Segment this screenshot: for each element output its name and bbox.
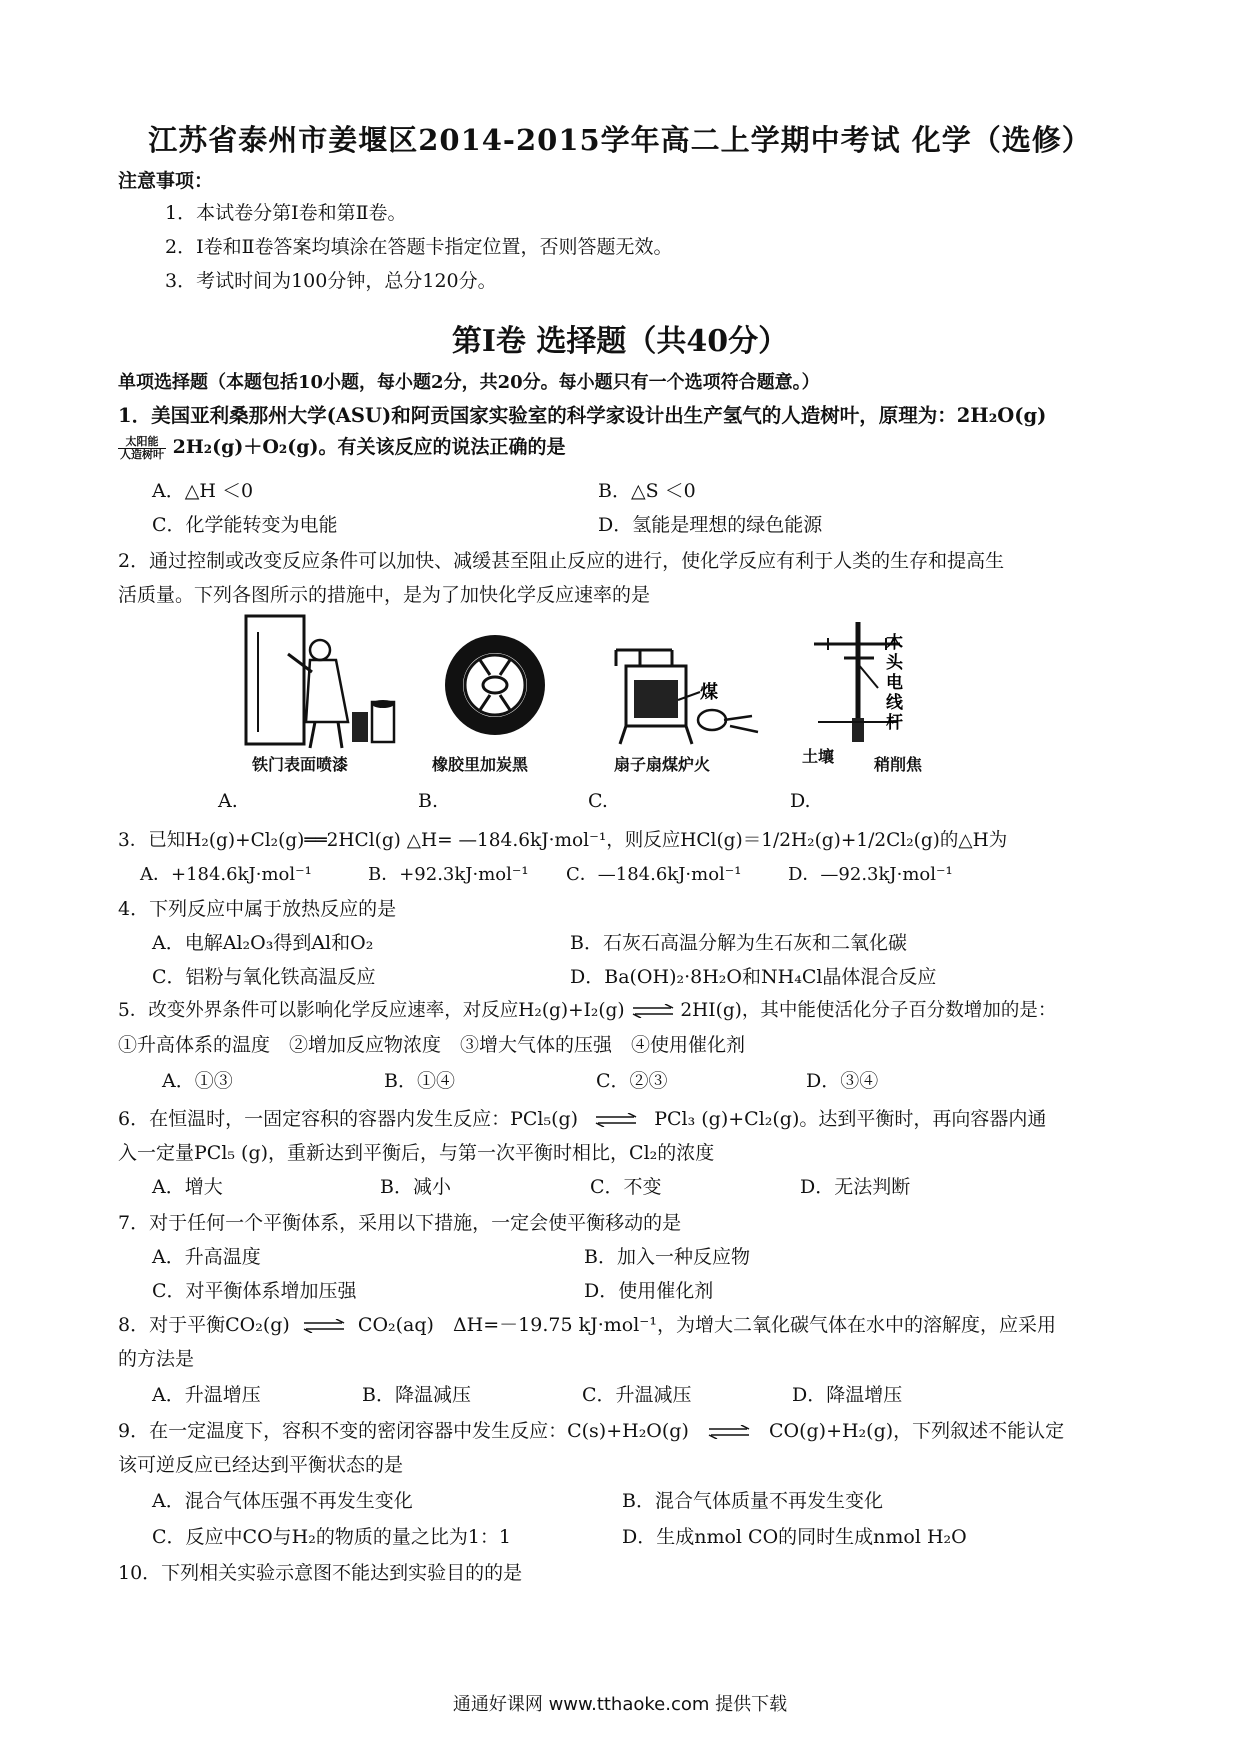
equilibrium-arrow-icon [594,1113,638,1127]
q2-caption-a: 铁门表面喷漆 [252,755,349,774]
q8-option-b[interactable]: B．降温减压 [362,1384,471,1406]
q8-stem-a2: CO₂(aq) ΔH=－19.75 kJ·mol⁻¹，为增大二氧化碳气体在水中的溶解度，应采用 [357,1314,1056,1336]
q6-stem-a-line [118,1104,1046,1131]
q1-stem-b: 2H₂(g)＋O₂(g)。有关该反应的说法正确的是 [172,436,566,458]
q5-option-d[interactable]: D．③④ [806,1070,879,1092]
q2-caption-c: 扇子扇煤炉火 [614,755,711,774]
section-title: 第Ⅰ卷 选择题（共40分） [451,324,789,359]
q2-fig-pole-char-4: 线 [886,693,903,713]
q7-option-c[interactable]: C．对平衡体系增加压强 [152,1280,357,1302]
q1-stem-a: 1．美国亚利桑那州大学(ASU)和阿贡国家实验室的科学家设计出生产氢气的人造树叶，原理为：2H₂O(g) [118,404,1047,427]
q2-caption-b: 橡胶里加炭黑 [432,755,529,774]
q5-option-a[interactable]: A．①③ [162,1070,233,1092]
q6-stem-b: 入一定量PCl₅ (g)，重新达到平衡后，与第一次平衡时相比，Cl₂的浓度 [118,1142,715,1164]
q5-stem-a: 5．改变外界条件可以影响化学反应速率，对反应H₂(g)+I₂(g) [118,1000,625,1021]
section-instructions: 单项选择题（本题包括10小题，每小题2分，共20分。每小题只有一个选项符合题意。） [118,372,820,393]
q3-option-d[interactable]: D．—92.3kJ·mol⁻¹ [788,864,953,885]
q4-option-a[interactable]: A．电解Al₂O₃得到Al和O₂ [152,932,374,954]
q6-option-c[interactable]: C．不变 [590,1176,662,1198]
q9-option-c[interactable]: C．反应中CO与H₂的物质的量之比为1：1 [152,1526,512,1548]
q7-option-a[interactable]: A．升高温度 [152,1246,261,1268]
q6-option-b[interactable]: B．减小 [380,1176,451,1198]
q9-stem-a2: CO(g)+H₂(g)，下列叙述不能认定 [768,1420,1065,1442]
q1-option-c[interactable]: C．化学能转变为电能 [152,514,338,536]
q9-stem-b: 该可逆反应已经达到平衡状态的是 [118,1454,404,1476]
q1-cond-bottom: 人造树叶 [120,447,164,461]
notes-heading: 注意事项： [118,170,214,192]
q9-stem-a-line [118,1416,1064,1443]
q3-option-a[interactable]: A．+184.6kJ·mol⁻¹ [140,864,312,885]
q8-stem-a: 8．对于平衡CO₂(g) [118,1314,290,1336]
q2-label-a[interactable]: A. [218,790,238,812]
q6-stem-a: 6．在恒温时，一固定容积的容器内发生反应：PCl₅(g) [118,1108,579,1130]
q1-option-b[interactable]: B．△S ＜0 [598,480,696,502]
q8-option-a[interactable]: A．升温增压 [152,1384,261,1406]
q1-reaction-condition [118,436,166,461]
q8-option-c[interactable]: C．升温减压 [582,1384,692,1406]
q2-label-d[interactable]: D. [790,790,811,812]
q9-stem-a: 9．在一定温度下，容积不变的密闭容器中发生反应：C(s)+H₂O(g) [118,1420,689,1442]
q3-stem: 3．已知H₂(g)+Cl₂(g)══2HCl(g) △H= —184.6kJ·mol⁻¹，则反应HCl(g)＝1/2H₂(g)+1/2Cl₂(g)的△H为 [118,830,1008,851]
q4-option-b[interactable]: B．石灰石高温分解为生石灰和二氧化碳 [570,932,907,954]
q7-stem: 7．对于任何一个平衡体系，采用以下措施，一定会使平衡移动的是 [118,1212,682,1234]
page-footer: 通通好课网 www.tthaoke.com 提供下载 [452,1694,788,1715]
q5-option-c[interactable]: C．②③ [596,1070,668,1092]
q9-option-d[interactable]: D．生成nmol CO的同时生成nmol H₂O [622,1526,967,1548]
q2-stem-a: 2．通过控制或改变反应条件可以加快、减缓甚至阻止反应的进行，使化学反应有利于人类的生存和提高生 [118,550,1005,572]
q7-option-b[interactable]: B．加入一种反应物 [584,1246,750,1268]
q3-option-b[interactable]: B．+92.3kJ·mol⁻¹ [368,864,529,885]
q2-caption-d: 稍削焦 [874,755,923,774]
q2-label-c[interactable]: C. [588,790,608,812]
q5-stem-a-line [118,996,1056,1022]
q9-option-b[interactable]: B．混合气体质量不再发生变化 [622,1490,883,1512]
equilibrium-arrow-icon [631,1004,675,1018]
figure-door-painting [240,612,400,752]
q8-option-d[interactable]: D．降温增压 [792,1384,903,1406]
q6-option-d[interactable]: D．无法判断 [800,1176,911,1198]
note-item-1: 1．本试卷分第Ⅰ卷和第Ⅱ卷。 [165,202,407,224]
q6-stem-a2: PCl₃ (g)+Cl₂(g)。达到平衡时，再向容器内通 [654,1108,1047,1130]
q4-option-d[interactable]: D．Ba(OH)₂·8H₂O和NH₄Cl晶体混合反应 [570,966,937,988]
q7-option-d[interactable]: D．使用催化剂 [584,1280,714,1302]
q5-stem-a2: 2HI(g)，其中能使活化分子百分数增加的是： [680,1000,1057,1021]
q3-option-c[interactable]: C．—184.6kJ·mol⁻¹ [566,864,742,885]
note-item-3: 3．考试时间为100分钟，总分120分。 [165,270,497,292]
q4-stem: 4．下列反应中属于放热反应的是 [118,898,397,920]
q5-stem-b: ①升高体系的温度 ②增加反应物浓度 ③增大气体的压强 ④使用催化剂 [118,1034,746,1056]
q5-option-b[interactable]: B．①④ [384,1070,455,1092]
q8-stem-a-line [118,1310,1056,1337]
q8-stem-b: 的方法是 [118,1348,195,1370]
note-item-2: 2．Ⅰ卷和Ⅱ卷答案均填涂在答题卡指定位置，否则答题无效。 [165,236,673,258]
svg-text:木 头 电 线 [886,632,909,733]
figure-wooden-pole [808,618,958,748]
q2-stem-b: 活质量。下列各图所示的措施中，是为了加快化学反应速率的是 [118,584,651,606]
q2-label-b[interactable]: B. [418,790,439,812]
equilibrium-arrow-icon [707,1425,751,1439]
q2-fig-pole-char-5: 杆 [886,713,903,733]
figure-coal-stove [612,640,772,750]
page-title: 江苏省泰州市姜堰区2014-2015学年高二上学期中考试 化学（选修） [148,123,1092,157]
q1-option-d[interactable]: D．氢能是理想的绿色能源 [598,514,823,536]
q2-fig-pole-char-1: 木 [886,633,903,653]
q2-fig-pole-char-2: 头 [886,653,903,673]
figure-tire [440,630,550,740]
q1-stem-b-line [118,432,566,461]
equilibrium-arrow-icon [302,1319,346,1333]
q2-fig-soil-label: 土壤 [802,747,835,766]
q4-option-c[interactable]: C．铝粉与氧化铁高温反应 [152,966,376,988]
q2-fig-pole-char-3: 电 [886,673,903,693]
q9-option-a[interactable]: A．混合气体压强不再发生变化 [152,1490,413,1512]
q1-cond-top: 太阳能 [125,434,159,448]
q6-option-a[interactable]: A．增大 [152,1176,223,1198]
q1-option-a[interactable]: A．△H ＜0 [152,480,254,502]
q2-fig-coal-label: 煤 [700,682,718,703]
q10-stem: 10．下列相关实验示意图不能达到实验目的的是 [118,1562,523,1584]
